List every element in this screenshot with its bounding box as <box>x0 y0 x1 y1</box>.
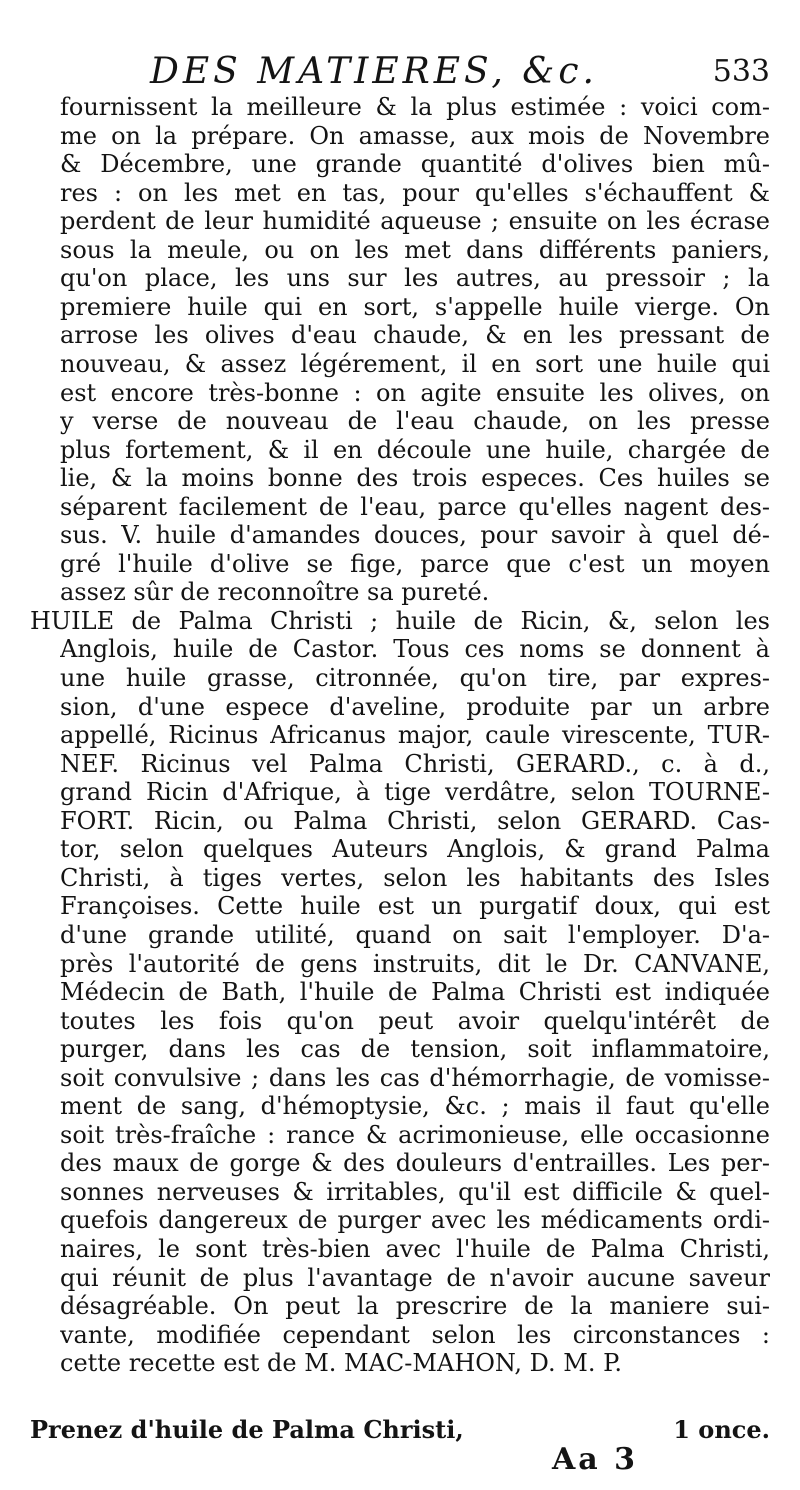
text-line: tor, selon quelques Auteurs Anglois, & grand Palma <box>60 835 770 864</box>
text-line: Christi, à tiges vertes, selon les habitants des Isles <box>60 863 770 892</box>
text-line: nouveau, & assez légérement, il en sort une huile qui <box>60 349 770 378</box>
text-line: perdent de leur humidité aqueuse ; ensuite on les écrase <box>60 207 770 236</box>
text-line: sonnes nerveuses & irritables, qu'il est difficile & quel- <box>60 1177 770 1206</box>
text-line: d'une grande utilité, quand on sait l'employer. D'a- <box>60 920 770 949</box>
text-line: vante, modifiée cependant selon les circonstances : <box>60 1320 770 1349</box>
text-line: Anglois, huile de Castor. Tous ces noms se donnent à <box>60 635 770 664</box>
recipe-ingredient: Prenez d'huile de Palma Christi, <box>30 1415 464 1444</box>
text-line: fournissent la meilleure & la plus estimée : voici com- <box>60 93 770 121</box>
text-line: arrose les olives d'eau chaude, & en les pressant de <box>60 321 770 350</box>
text-line: sion, d'une espece d'aveline, produite par un arbre <box>60 692 770 721</box>
text-line: près l'autorité de gens instruits, dit le Dr. CANVANE, <box>60 949 770 978</box>
text-line: des maux de gorge & des douleurs d'entrailles. Les per- <box>60 1149 770 1178</box>
text-line: ment de sang, d'hémoptysie, &c. ; mais il faut qu'elle <box>60 1092 770 1121</box>
page-number: 533 <box>712 54 770 89</box>
text-line: NEF. Ricinus vel Palma Christi, GERARD., c. à d., <box>60 749 770 778</box>
text-line: séparent facilement de l'eau, parce qu'elles nagent des- <box>60 492 770 521</box>
text-line: purger, dans les cas de tension, soit inflammatoire, <box>60 1035 770 1064</box>
text-line: une huile grasse, citronnée, qu'on tire, par expres- <box>60 664 770 692</box>
text-line: toutes les fois qu'on peut avoir quelqu'intérêt de <box>60 1006 770 1035</box>
text-line: quefois dangereux de purger avec les médicaments ordi- <box>60 1206 770 1235</box>
text-line: naires, le sont très-bien avec l'huile de Palma Christi, <box>60 1235 770 1263</box>
text-line: soit très-fraîche : rance & acrimonieuse, elle occasionne <box>60 1120 770 1149</box>
text-line: me on la prépare. On amasse, aux mois de Novembre <box>60 121 770 150</box>
running-title: DES MATIERES, &c. <box>150 51 598 92</box>
text-line: lie, & la moins bonne des trois especes. Ces huiles se <box>60 464 770 493</box>
text-line: qu'on place, les uns sur les autres, au pressoir ; la <box>60 264 770 293</box>
text-line: premiere huile qui en sort, s'appelle huile vierge. On <box>60 292 770 321</box>
text-line: qui réunit de plus l'avantage de n'avoir aucune saveur <box>60 1263 770 1292</box>
text-line: gré l'huile d'olive se fige, parce que c'est un moyen <box>60 549 770 578</box>
text-line: sus. V. huile d'amandes douces, pour savoir à quel dé- <box>60 521 770 550</box>
recipe-line <box>30 1413 770 1447</box>
text-line: soit convulsive ; dans les cas d'hémorrhagie, de vomisse- <box>60 1063 770 1092</box>
text-line: res : on les met en tas, pour qu'elles s'échauffent & <box>60 178 770 207</box>
text-line: désagréable. On peut la prescrire de la maniere sui- <box>60 1292 770 1321</box>
text-line: appellé, Ricinus Africanus major, caule virescente, TUR- <box>60 721 770 750</box>
text-line: Médecin de Bath, l'huile de Palma Christi est indiquée <box>60 978 770 1007</box>
text-line: y verse de nouveau de l'eau chaude, on les presse <box>60 407 770 436</box>
text-line: assez sûr de reconnoître sa pureté. <box>60 578 490 607</box>
signature-mark: Aa 3 <box>552 1442 639 1477</box>
text-line: grand Ricin d'Afrique, à tige verdâtre, selon TOURNE- <box>60 778 770 807</box>
page-header <box>150 52 770 92</box>
text-line: plus fortement, & il en découle une huile, chargée de <box>60 435 770 464</box>
text-line: est encore très-bonne : on agite ensuite les olives, on <box>60 378 770 407</box>
text-line: FORT. Ricin, ou Palma Christi, selon GERARD. Cas- <box>60 806 770 835</box>
recipe-quantity: 1 once. <box>673 1415 770 1444</box>
text-line: & Décembre, une grande quantité d'olives bien mû- <box>60 150 770 179</box>
text-line: Françoises. Cette huile est un purgatif doux, qui est <box>60 892 770 921</box>
text-line: HUILE de Palma Christi ; huile de Ricin, &, selon les <box>30 606 770 635</box>
text-line: cette recette est de M. MAC-MAHON, D. M. P. <box>60 1349 623 1378</box>
text-line: sous la meule, ou on les met dans différents paniers, <box>60 235 770 264</box>
